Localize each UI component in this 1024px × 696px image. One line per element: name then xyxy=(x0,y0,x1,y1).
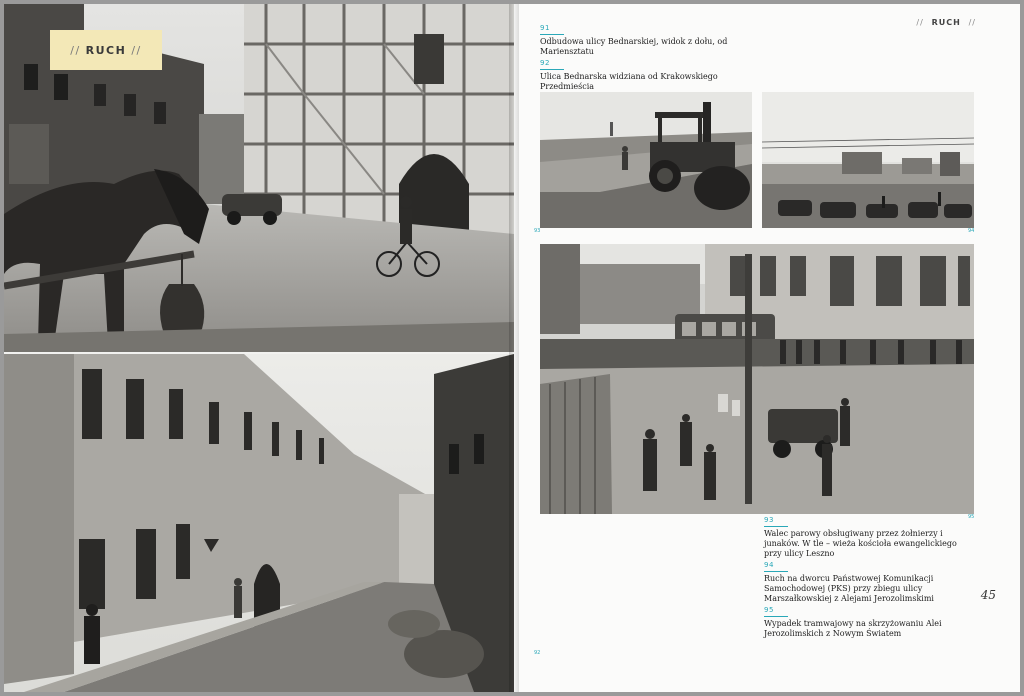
caption-rule xyxy=(764,571,788,572)
book-gutter xyxy=(509,4,519,692)
section-label: RUCH xyxy=(931,18,961,27)
slashes-left: // xyxy=(916,18,924,27)
caption-text: Walec parowy obsługiwany przez żołnierzy i junaków. W tle – wieża kościoła ewangelickiego przy ulicy Leszno xyxy=(764,529,957,558)
slashes-left: // xyxy=(70,43,81,57)
caption-number: 94 xyxy=(764,561,774,569)
captions-bottom xyxy=(764,516,964,641)
caption-block xyxy=(764,516,964,559)
captions-top xyxy=(540,24,740,94)
caption-number: 95 xyxy=(764,606,774,614)
caption-block xyxy=(540,24,740,57)
photo-narrow-street xyxy=(4,354,514,692)
page-number: 45 xyxy=(980,588,996,602)
right-page xyxy=(514,4,1020,692)
caption-block xyxy=(764,561,964,604)
caption-text: Wypadek tramwajowy na skrzyżowaniu Alei Jerozolimskich z Nowym Światem xyxy=(764,619,942,638)
caption-text: Ruch na dworcu Państwowej Komunikacji Samochodowej (PKS) przy zbiegu ulicy Marszałkowskiej z Alejami Jerozolimskimi xyxy=(764,574,934,603)
caption-block xyxy=(764,606,964,639)
photo-pks-station xyxy=(762,92,974,228)
section-label: RUCH xyxy=(85,43,127,57)
caption-number: 93 xyxy=(764,516,774,524)
left-page xyxy=(4,4,514,692)
caption-number: 92 xyxy=(540,59,550,67)
photo-marker: 94 xyxy=(968,228,975,234)
photo-marker: 93 xyxy=(534,228,541,234)
photo-marker: 95 xyxy=(968,514,975,520)
caption-rule xyxy=(764,526,788,527)
section-tag-left xyxy=(50,30,162,70)
book-spread xyxy=(4,4,1020,692)
photo-steamroller xyxy=(540,92,752,228)
caption-text: Odbudowa ulicy Bednarskiej, widok z dołu, od Mariensztatu xyxy=(540,37,728,56)
caption-block xyxy=(540,59,740,92)
slashes-right: // xyxy=(968,18,976,27)
photo-marker: 92 xyxy=(534,650,541,656)
section-tag-right xyxy=(912,18,980,27)
caption-rule xyxy=(764,616,788,617)
caption-text: Ulica Bednarska widziana od Krakowskiego Przedmieścia xyxy=(540,72,718,91)
caption-rule xyxy=(540,34,564,35)
caption-rule xyxy=(540,69,564,70)
photo-tram-accident xyxy=(540,244,974,514)
slashes-right: // xyxy=(131,43,142,57)
caption-number: 91 xyxy=(540,24,550,32)
